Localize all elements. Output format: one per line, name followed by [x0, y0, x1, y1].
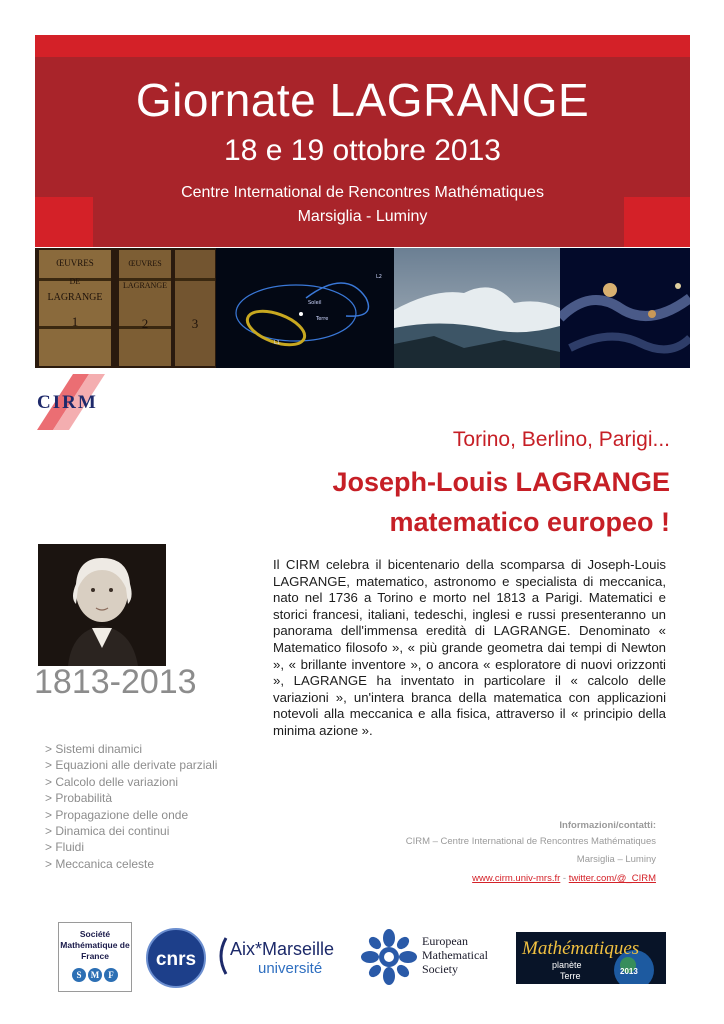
website-link[interactable]: www.cirm.univ-mrs.fr [472, 873, 561, 884]
lagrange-portrait [38, 544, 166, 666]
amu-logo-subtitle: université [258, 960, 323, 977]
topics-list [45, 741, 260, 872]
ems-logo-text [422, 934, 488, 976]
contact-links [300, 869, 656, 889]
topic-item: > Dinamica dei continui [45, 824, 170, 839]
svg-text:ŒUVRES: ŒUVRES [128, 259, 162, 268]
cirm-logo [35, 372, 127, 432]
contact-location: Marsiglia – Luminy [576, 854, 656, 865]
svg-text:1: 1 [71, 314, 79, 329]
years-label: 1813-2013 [34, 663, 197, 701]
oeuvres-books-photo [35, 248, 216, 368]
topic-item: > Probabilità [45, 791, 113, 806]
orbit-diagram-photo [216, 248, 394, 368]
smf-badge: F [104, 968, 118, 982]
svg-text:Soleil: Soleil [308, 300, 322, 306]
svg-text:L2: L2 [376, 274, 382, 280]
body-paragraph: Il CIRM celebra il bicentenario della scomparsa di Joseph-Louis LAGRANGE, matematico, astronomo e specialista di meccanica, nato nel 1736 a Torino e morto nel 1813 a Parigi. Matematici e storici francesi, italiani, tedeschi, inglesi e russi presenteranno un panorama dell'immensa eredità di LAGRANGE. Denominato « Matematico filosofo », « più grande geometra dai tempi di Newton », « brillante inventore », o ancora « esploratore di nuovi orizzonti », LAGRANGE ha inventato in particolare il « calcolo delle variazioni », un'intera branca della matematica con applicazioni notevoli alla meccanica e alla fisica, attraverso il « principio della minima azione ». [273, 557, 666, 738]
aix-marseille-logo [218, 932, 348, 980]
photo-strip [35, 248, 690, 368]
venue-name: Centre International de Rencontres Mathématiques [181, 184, 544, 201]
topic-item: > Meccanica celeste [45, 856, 155, 871]
banner-top-strip [35, 35, 690, 57]
topic-item: > Propagazione delle onde [45, 807, 189, 822]
topic-item: > Sistemi dinamici [45, 742, 143, 756]
topic-item: > Fluidi [45, 840, 85, 855]
cnrs-logo-text: cnrs [155, 949, 197, 970]
smf-logo [58, 922, 132, 992]
link-separator: - [560, 873, 569, 884]
venue-location: Marsiglia - Luminy [297, 208, 428, 225]
page-title: Giornate LAGRANGE [135, 74, 590, 126]
ems-logo [360, 928, 500, 986]
twitter-link[interactable]: twitter.com/@_CIRM [568, 873, 656, 884]
svg-text:ŒUVRES: ŒUVRES [56, 258, 94, 268]
mpt-logo-title: Mathématiques [522, 938, 640, 959]
smf-badges [59, 965, 131, 983]
mathematiques-planete-terre-logo [516, 932, 666, 984]
amu-logo-name: Aix*Marseille [230, 939, 335, 959]
smf-badge: S [72, 968, 86, 982]
svg-text:Terre: Terre [316, 316, 329, 322]
ems-line: Society [422, 962, 458, 976]
space-tube-photo [560, 248, 690, 368]
contact-label: Informazioni/contatti: [559, 820, 656, 831]
svg-text:L1: L1 [274, 340, 280, 346]
smf-logo-text: Société Mathématique de France [60, 929, 130, 961]
topic-item: > Equazioni alle derivate parziali [45, 758, 218, 773]
headline-subtitle: matematico europeo ! [389, 507, 670, 537]
svg-text:DE: DE [69, 277, 81, 286]
ems-line: Mathematical [422, 948, 488, 962]
svg-text:3: 3 [191, 316, 199, 331]
svg-text:LAGRANGE: LAGRANGE [123, 281, 167, 290]
headline-name: Joseph-Louis LAGRANGE [332, 467, 670, 497]
svg-text:LAGRANGE: LAGRANGE [47, 292, 103, 303]
svg-text:2: 2 [141, 316, 149, 331]
cities-subtitle: Torino, Berlino, Parigi... [452, 428, 670, 451]
cirm-logo-text: CIRM [37, 392, 98, 413]
mpt-logo-line: planète [552, 960, 582, 970]
mpt-logo-year: 2013 [620, 967, 638, 976]
ems-line: European [422, 934, 468, 948]
smf-badge: M [88, 968, 102, 982]
topic-item: > Calcolo delle variazioni [45, 774, 179, 789]
cnrs-logo [142, 927, 210, 989]
event-dates: 18 e 19 ottobre 2013 [224, 134, 501, 167]
mpt-logo-line: Terre [560, 971, 581, 981]
contact-block [300, 819, 656, 889]
ocean-wave-photo [394, 248, 560, 368]
contact-organization: CIRM – Centre International de Rencontres Mathématiques [405, 836, 656, 847]
